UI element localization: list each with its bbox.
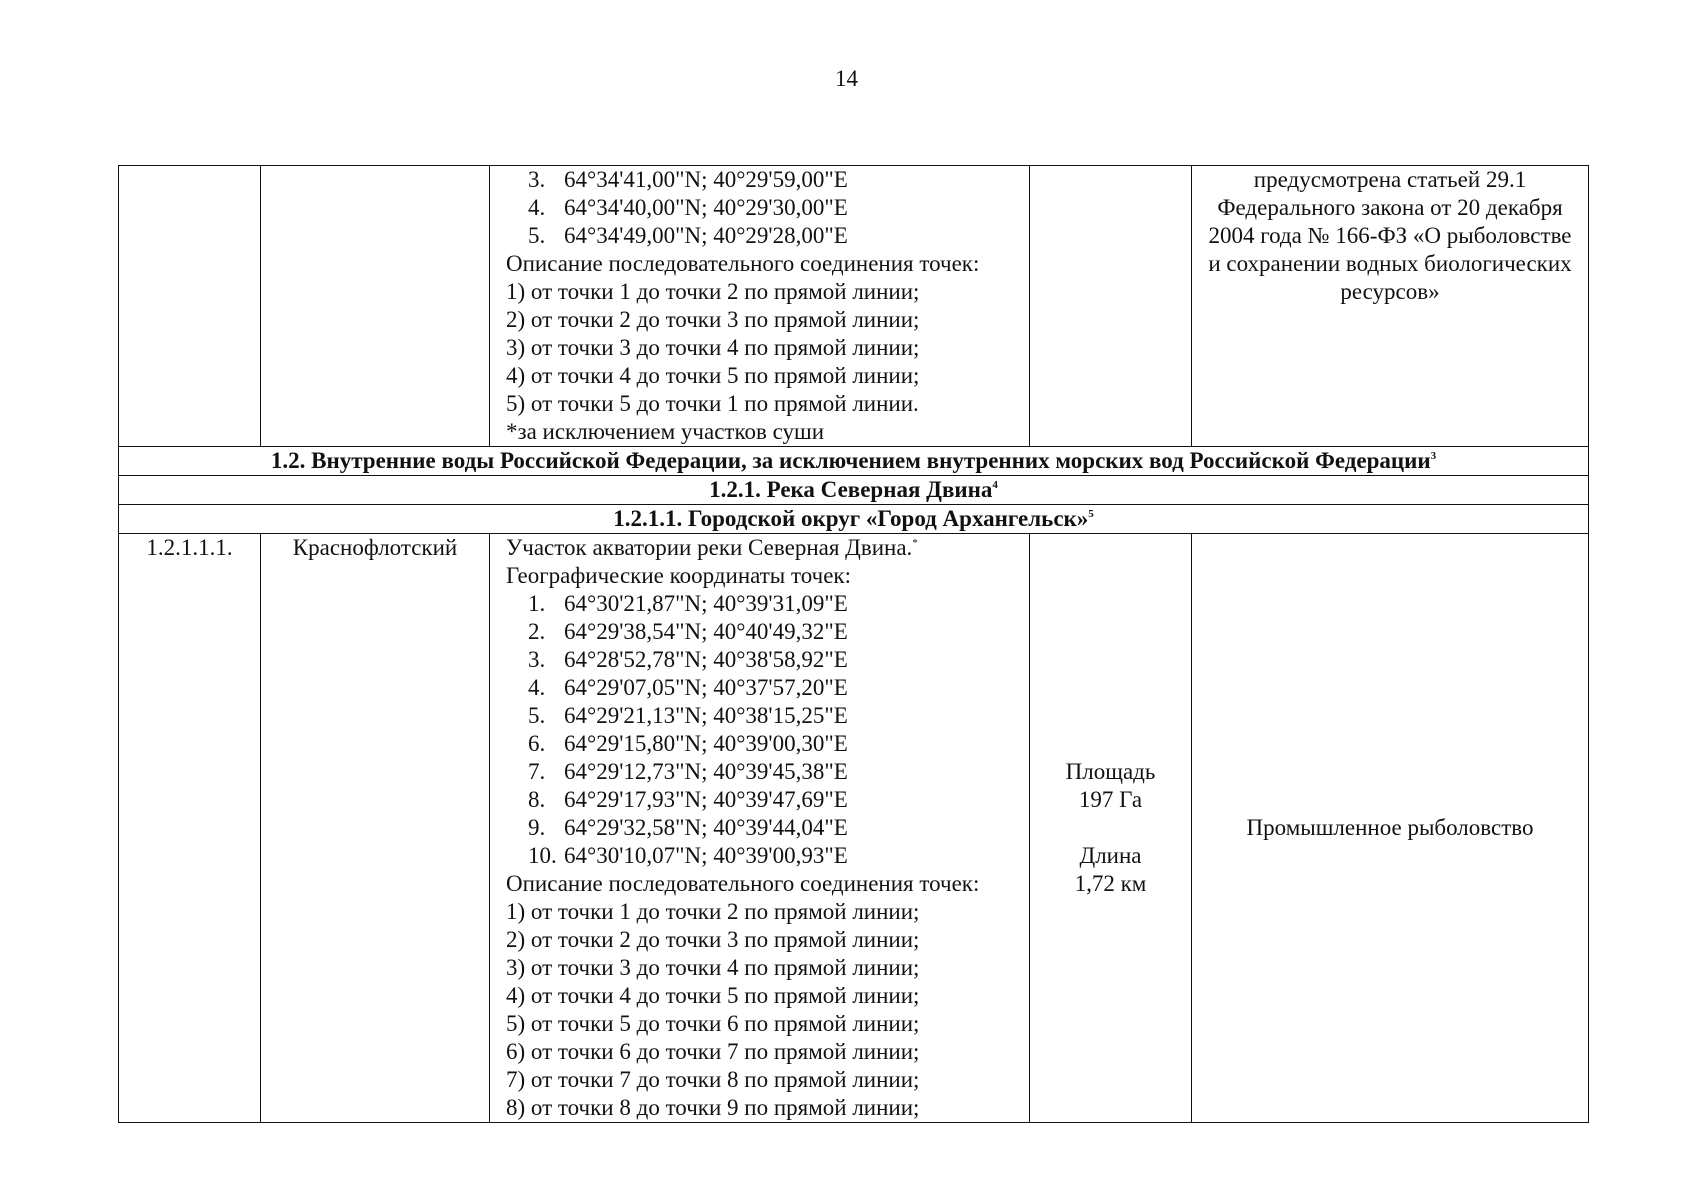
footnote-ref: * xyxy=(912,537,918,549)
area-label: Площадь xyxy=(1065,759,1156,784)
coordinate-item: 8. 64°29'17,93"N; 40°39'47,69"E xyxy=(528,787,848,812)
use-line: предусмотрена статьей 29.1 xyxy=(1253,167,1527,192)
section-title: 1.2. Внутренние воды Российской Федерации, за исключением внутренних морских вод Российской Федерации xyxy=(270,448,1431,473)
continued-row xyxy=(119,166,1589,447)
connection-item: 2) от точки 2 до точки 3 по прямой линии; xyxy=(506,307,920,332)
area-row xyxy=(119,534,1589,1123)
area-number: 1.2.1.1.1. xyxy=(119,534,261,1123)
connection-item: 3) от точки 3 до точки 4 по прямой линии; xyxy=(506,955,920,980)
coordinate-item: 2. 64°29'38,54"N; 40°40'49,32"E xyxy=(528,619,848,644)
area-name: Краснофлотский xyxy=(261,534,490,1123)
coordinate-list xyxy=(506,590,1029,870)
coordinate-item: 4. 64°29'07,05"N; 40°37'57,20"E xyxy=(528,675,848,700)
footnote-ref: 4 xyxy=(992,479,998,491)
description-cell xyxy=(490,166,1030,447)
coordinate-item: 7. 64°29'12,73"N; 40°39'45,38"E xyxy=(528,759,848,784)
coordinates-title: Географические координаты точек: xyxy=(506,563,851,588)
section-heading-1-2-1 xyxy=(119,476,1589,505)
size-cell xyxy=(1030,534,1192,1123)
connection-item: 6) от точки 6 до точки 7 по прямой линии; xyxy=(506,1039,920,1064)
connection-item: 1) от точки 1 до точки 2 по прямой линии; xyxy=(506,279,920,304)
area-intro: Участок акватории реки Северная Двина.* xyxy=(506,535,918,560)
connection-item: 5) от точки 5 до точки 6 по прямой линии; xyxy=(506,1011,920,1036)
coordinate-item: 3. 64°34'41,00"N; 40°29'59,00"E xyxy=(528,167,848,192)
name-cell-empty xyxy=(261,166,490,447)
number-cell-empty xyxy=(119,166,261,447)
coordinate-item: 3. 64°28'52,78"N; 40°38'58,92"E xyxy=(528,647,848,672)
section-title: 1.2.1. Река Северная Двина xyxy=(709,477,993,502)
length-label: Длина xyxy=(1079,843,1142,868)
connection-item: 5) от точки 5 до точки 1 по прямой линии. xyxy=(506,391,919,416)
coordinate-item: 4. 64°34'40,00"N; 40°29'30,00"E xyxy=(528,195,848,220)
connection-item: 3) от точки 3 до точки 4 по прямой линии; xyxy=(506,335,920,360)
coordinate-item: 10. 64°30'10,07"N; 40°39'00,93"E xyxy=(528,843,848,868)
coordinate-item: 5. 64°29'21,13"N; 40°38'15,25"E xyxy=(528,703,848,728)
use-line: Федерального закона от 20 декабря xyxy=(1217,195,1563,220)
use-cell xyxy=(1192,166,1589,447)
page-number: 14 xyxy=(835,66,858,91)
footnote-note: *за исключением участков суши xyxy=(506,419,825,444)
fishing-areas-table xyxy=(118,165,1589,1123)
section-heading-1-2 xyxy=(119,447,1589,476)
connection-item: 7) от точки 7 до точки 8 по прямой линии; xyxy=(506,1067,920,1092)
length-value: 1,72 км xyxy=(1074,871,1147,896)
connection-item: 2) от точки 2 до точки 3 по прямой линии; xyxy=(506,927,920,952)
area-value: 197 Га xyxy=(1078,787,1143,812)
coordinate-item: 5. 64°34'49,00"N; 40°29'28,00"E xyxy=(528,223,848,248)
use-line: и сохранении водных биологических xyxy=(1208,251,1572,276)
connection-title: Описание последовательного соединения точек: xyxy=(506,871,980,896)
coordinate-item: 1. 64°30'21,87"N; 40°39'31,09"E xyxy=(528,591,848,616)
connection-item: 4) от точки 4 до точки 5 по прямой линии; xyxy=(506,363,920,388)
connection-item: 1) от точки 1 до точки 2 по прямой линии; xyxy=(506,899,920,924)
connection-item: 4) от точки 4 до точки 5 по прямой линии; xyxy=(506,983,920,1008)
section-heading-1-2-1-1 xyxy=(119,505,1589,534)
use-line: ресурсов» xyxy=(1340,279,1440,304)
section-title: 1.2.1.1. Городской округ «Город Архангельск» xyxy=(613,506,1089,531)
coordinate-list xyxy=(506,166,1029,250)
footnote-ref: 3 xyxy=(1430,450,1437,462)
coordinate-item: 9. 64°29'32,58"N; 40°39'44,04"E xyxy=(528,815,848,840)
use-line: 2004 года № 166-ФЗ «О рыболовстве xyxy=(1208,223,1572,248)
coordinate-item: 6. 64°29'15,80"N; 40°39'00,30"E xyxy=(528,731,848,756)
connection-title: Описание последовательного соединения точек: xyxy=(506,251,980,276)
connection-item: 8) от точки 8 до точки 9 по прямой линии; xyxy=(506,1095,920,1120)
footnote-ref: 5 xyxy=(1088,508,1094,520)
size-cell-empty xyxy=(1030,166,1192,447)
description-cell xyxy=(490,534,1030,1123)
fishing-type: Промышленное рыболовство xyxy=(1192,534,1589,1123)
